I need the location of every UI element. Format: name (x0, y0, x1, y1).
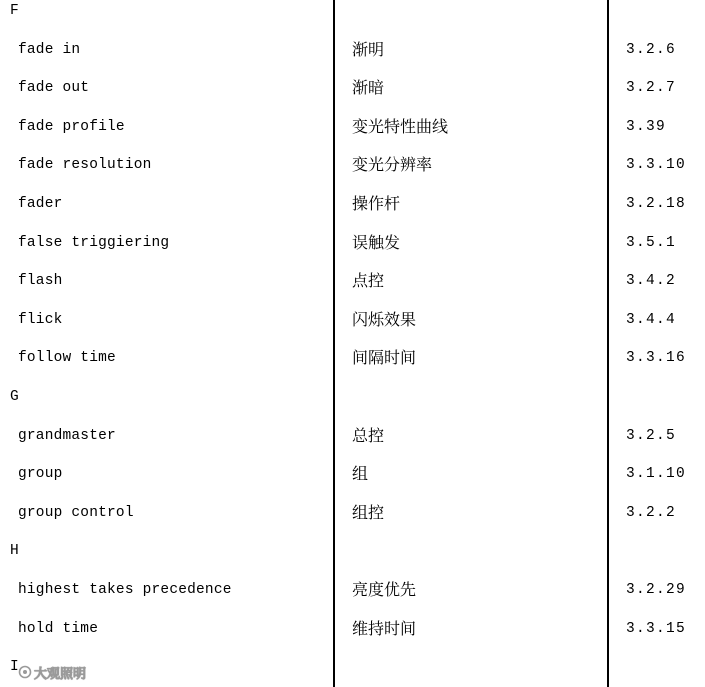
table-row (0, 339, 705, 378)
term-english: fade out (18, 80, 90, 97)
table-row (0, 455, 705, 494)
table-row (0, 224, 705, 263)
term-chinese: 误触发 (352, 232, 401, 252)
section-letter-row (0, 648, 705, 687)
section-number: 3.2.6 (626, 41, 677, 58)
section-number: 3.5.1 (626, 234, 677, 251)
table-row (0, 571, 705, 610)
section-number: 3.2.7 (626, 80, 677, 97)
term-chinese: 闪烁效果 (352, 309, 417, 329)
section-letter: H (10, 543, 19, 560)
term-chinese: 间隔时间 (352, 348, 417, 368)
term-english: flick (18, 311, 63, 328)
section-letter: F (10, 3, 19, 19)
watermark-text: 大观照明 (34, 666, 87, 682)
section-number: 3.4.2 (626, 273, 677, 290)
term-chinese: 组 (352, 464, 369, 484)
term-english: hold time (18, 620, 99, 637)
section-letter-row (0, 0, 705, 31)
section-number: 3.4.4 (626, 311, 677, 328)
term-english: flash (18, 273, 63, 290)
term-english: fader (18, 196, 63, 212)
term-english: group (18, 466, 63, 483)
table-row (0, 31, 705, 70)
table-row (0, 494, 705, 533)
term-english: fade in (18, 41, 81, 58)
term-english: follow time (18, 350, 116, 367)
term-chinese: 点控 (352, 271, 385, 291)
section-letter-row (0, 378, 705, 417)
table-row (0, 108, 705, 147)
table-row (0, 417, 705, 456)
term-chinese: 变光特性曲线 (352, 116, 449, 136)
table-row (0, 185, 705, 224)
section-number: 3.39 (626, 118, 667, 135)
watermark-logo-icon (18, 665, 32, 679)
section-number: 3.3.16 (626, 350, 687, 367)
section-letter: I (10, 659, 19, 676)
term-english: highest takes precedence (18, 582, 232, 598)
term-english: false triggiering (18, 234, 170, 251)
table-row (0, 262, 705, 301)
section-letter-row (0, 532, 705, 571)
watermark (18, 662, 86, 682)
section-letter: G (10, 389, 19, 405)
section-number: 3.2.2 (626, 504, 677, 521)
term-english: grandmaster (18, 427, 116, 444)
section-number: 3.2.29 (626, 582, 687, 598)
term-chinese: 维持时间 (352, 618, 417, 638)
term-chinese: 总控 (352, 425, 385, 445)
table-row (0, 301, 705, 340)
table-row (0, 146, 705, 185)
term-chinese: 亮度优先 (352, 580, 417, 599)
term-english: fade resolution (18, 157, 152, 174)
section-number: 3.2.18 (626, 196, 687, 212)
term-english: group control (18, 504, 134, 521)
table-row (0, 69, 705, 108)
term-english: fade profile (18, 118, 125, 135)
section-number: 3.1.10 (626, 466, 687, 483)
term-chinese: 渐暗 (352, 78, 385, 98)
term-chinese: 渐明 (352, 39, 385, 59)
section-number: 3.2.5 (626, 427, 677, 444)
section-number: 3.3.10 (626, 157, 687, 174)
table-row (0, 610, 705, 649)
term-chinese: 组控 (352, 502, 385, 522)
term-chinese: 变光分辨率 (352, 155, 433, 175)
section-number: 3.3.15 (626, 620, 687, 637)
term-chinese: 操作杆 (352, 194, 401, 213)
